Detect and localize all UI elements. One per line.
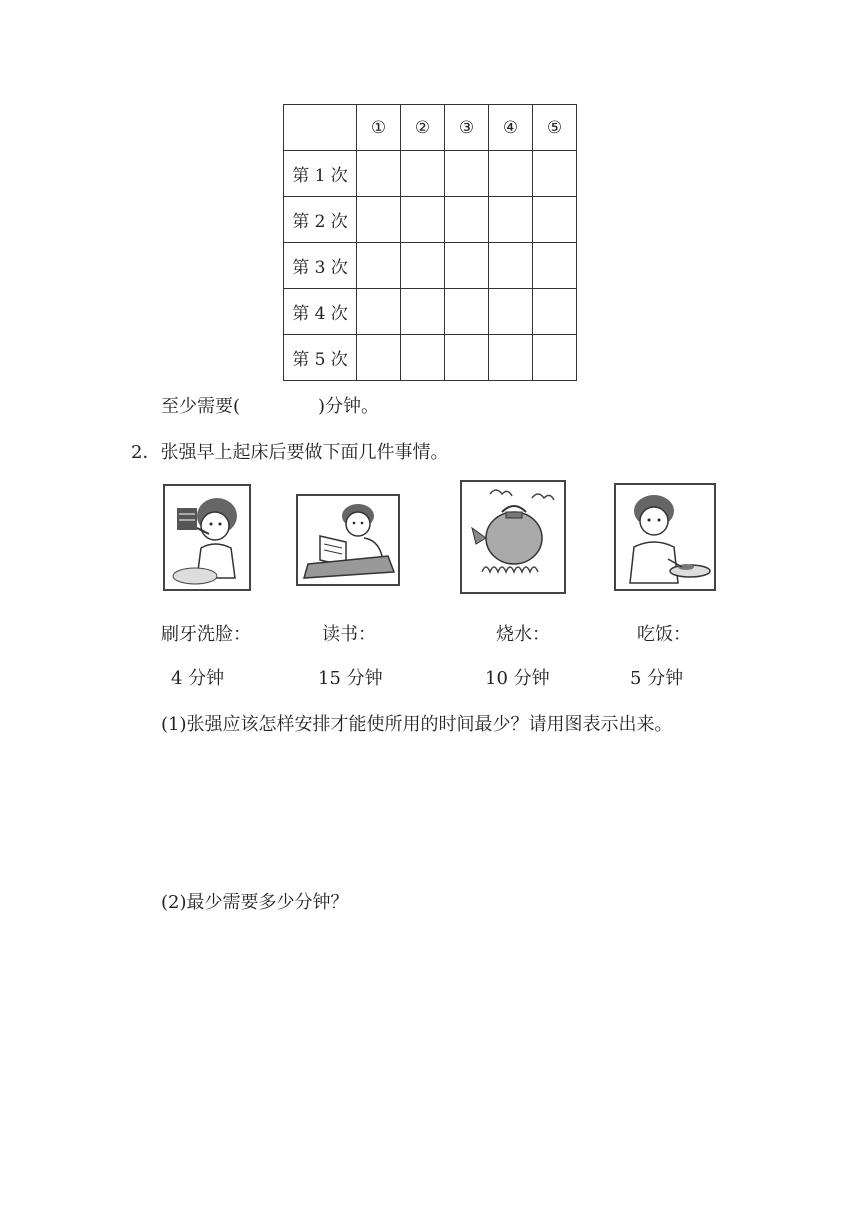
- reading-icon: [296, 494, 400, 586]
- task-label: 吃饭：: [637, 624, 691, 645]
- table-cell[interactable]: [445, 243, 489, 289]
- row-header: 第 4 次: [284, 289, 357, 335]
- table-cell[interactable]: [445, 151, 489, 197]
- question-text: 张强早上起床后要做下面几件事情。: [160, 442, 449, 463]
- column-header: ①: [357, 105, 401, 151]
- row-header: 第 1 次: [284, 151, 357, 197]
- brushing-teeth-icon: [163, 484, 251, 591]
- table-cell[interactable]: [357, 151, 401, 197]
- answer-suffix: )分钟。: [318, 396, 380, 417]
- task-time: 5 分钟: [630, 668, 684, 689]
- table-cell[interactable]: [401, 197, 445, 243]
- row-header: 第 5 次: [284, 335, 357, 381]
- table-cell[interactable]: [401, 335, 445, 381]
- table-cell[interactable]: [533, 289, 577, 335]
- table-cell[interactable]: [357, 197, 401, 243]
- q1-answer-line: [161, 392, 379, 418]
- table-row: [284, 151, 577, 197]
- table-cell[interactable]: [489, 243, 533, 289]
- task-label: 刷牙洗脸：: [161, 624, 251, 645]
- answer-prefix: 至少需要(: [161, 396, 241, 417]
- answer-area-2[interactable]: [161, 920, 721, 1120]
- table-cell[interactable]: [445, 335, 489, 381]
- task-label: 读书：: [322, 624, 376, 645]
- column-header: ②: [401, 105, 445, 151]
- row-header: 第 3 次: [284, 243, 357, 289]
- answer-area-1[interactable]: [161, 742, 721, 872]
- table-row: [284, 335, 577, 381]
- task-time: 15 分钟: [318, 668, 383, 689]
- table-cell[interactable]: [445, 289, 489, 335]
- boiling-kettle-icon: [460, 480, 566, 594]
- task-time: 10 分钟: [485, 668, 550, 689]
- table-cell[interactable]: [489, 289, 533, 335]
- table-cell[interactable]: [489, 335, 533, 381]
- table-cell[interactable]: [357, 335, 401, 381]
- question-number: 2．: [131, 442, 161, 463]
- table-cell[interactable]: [401, 243, 445, 289]
- task-label: 烧水：: [496, 624, 550, 645]
- table-cell[interactable]: [533, 335, 577, 381]
- table-row: [284, 243, 577, 289]
- sub-question-1: (1)张强应该怎样安排才能使所用的时间最少？请用图表示出来。: [161, 714, 673, 735]
- table-cell[interactable]: [357, 289, 401, 335]
- table-cell[interactable]: [489, 197, 533, 243]
- table-cell[interactable]: [401, 151, 445, 197]
- table-cell[interactable]: [445, 197, 489, 243]
- eating-icon: [614, 483, 716, 591]
- table-cell[interactable]: [533, 151, 577, 197]
- row-header: 第 2 次: [284, 197, 357, 243]
- task-time: 4 分钟: [171, 668, 225, 689]
- schedule-table: [283, 104, 577, 381]
- question-2: [131, 438, 448, 464]
- table-corner-cell: [284, 105, 357, 151]
- table-header-row: [284, 105, 577, 151]
- column-header: ⑤: [533, 105, 577, 151]
- table-cell[interactable]: [357, 243, 401, 289]
- table-row: [284, 197, 577, 243]
- sub-question-2: (2)最少需要多少分钟？: [161, 892, 349, 913]
- table-row: [284, 289, 577, 335]
- table-cell[interactable]: [489, 151, 533, 197]
- table-cell[interactable]: [401, 289, 445, 335]
- table-cell[interactable]: [533, 197, 577, 243]
- column-header: ③: [445, 105, 489, 151]
- table-cell[interactable]: [533, 243, 577, 289]
- column-header: ④: [489, 105, 533, 151]
